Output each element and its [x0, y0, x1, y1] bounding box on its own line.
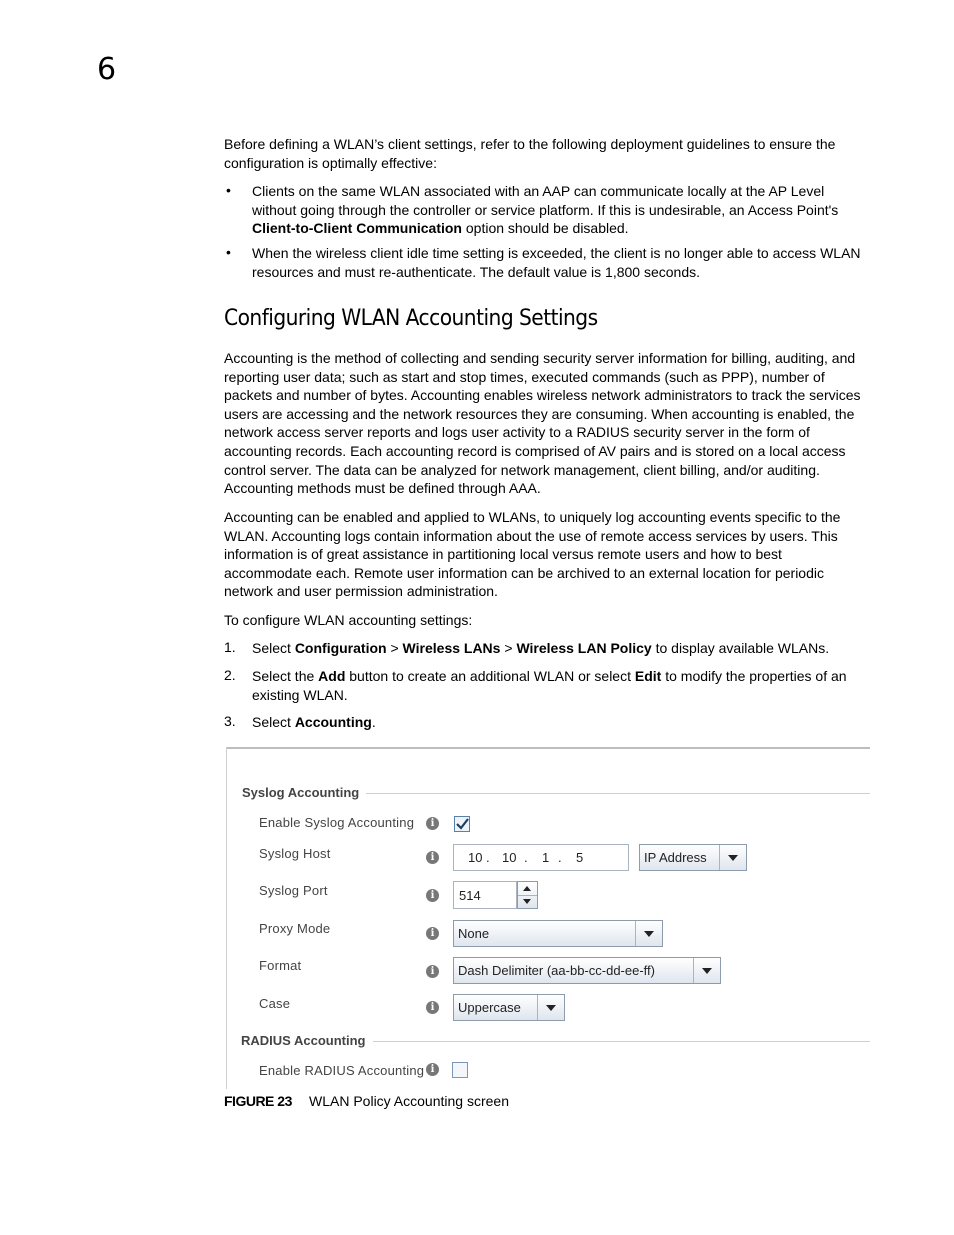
syslog-port-label: Syslog Port [259, 883, 328, 898]
figure-caption: WLAN Policy Accounting screen [309, 1093, 509, 1109]
syslog-port-value: 514 [459, 888, 481, 903]
spinner-down-icon[interactable] [523, 899, 531, 904]
syslog-host-label: Syslog Host [259, 846, 331, 861]
spinner-divider [518, 895, 537, 896]
step-2: Select the Add button to create an additional WLAN or select Edit to modify the properties of an existing WLAN. [252, 668, 847, 703]
format-select[interactable] [453, 957, 721, 984]
enable-syslog-checkbox[interactable] [454, 816, 470, 832]
section-divider [373, 1041, 870, 1042]
info-icon[interactable]: i [426, 1063, 439, 1076]
info-icon[interactable]: i [426, 817, 439, 830]
ip-dot: . [558, 850, 562, 865]
paragraph-accounting: Accounting is the method of collecting and sending security server information for billing, auditing, and reporting user data; such as start and stop times, executed commands (such as PPP), number of packets and number of bytes. Accounting enables wireless network administrators to track the services users are accessing and the network resources they are consuming. When accounting is enabled, the network access server reports and logs user activity to a RADIUS security server in the form of accounting records. Each accounting record is comprised of AV pairs and is stored on a local access control server. The data can be analyzed for network management, client billing, and/or auditing. Accounting methods must be defined through AAA. [224, 350, 861, 497]
case-value: Uppercase [458, 1000, 521, 1015]
info-icon[interactable]: i [426, 1001, 439, 1014]
host-type-value: IP Address [644, 850, 707, 865]
figure-left-border [226, 747, 227, 1089]
step-number-3: 3. [224, 713, 236, 729]
proxy-mode-select[interactable] [453, 920, 663, 947]
enable-radius-label: Enable RADIUS Accounting [259, 1063, 425, 1078]
section-divider [366, 793, 870, 794]
chevron-down-icon[interactable] [693, 958, 720, 983]
figure-top-border [226, 747, 870, 749]
bullet-item-2: When the wireless client idle time setting is exceeded, the client is no longer able to access WLAN resources and must re-authenticate. The default value is 1,800 seconds. [252, 245, 861, 280]
syslog-port-input[interactable] [453, 881, 517, 909]
ip-octet-4[interactable]: 5 [576, 850, 584, 865]
step-3: Select Accounting. [252, 714, 376, 730]
case-label: Case [259, 996, 291, 1011]
step-number-2: 2. [224, 667, 236, 683]
case-select[interactable] [453, 994, 565, 1021]
chevron-down-icon[interactable] [537, 995, 564, 1020]
step-1: Select Configuration > Wireless LANs > Wireless LAN Policy to display available WLANs. [252, 640, 830, 656]
format-value: Dash Delimiter (aa-bb-cc-dd-ee-ff) [458, 963, 655, 978]
bullet-item-1: Clients on the same WLAN associated with an AAP can communicate locally at the AP Level without going through the controller or service platform. If this is undesirable, an Access Point's Client-to-Client Communication option should be disabled. [252, 183, 839, 237]
enable-radius-checkbox[interactable] [452, 1062, 468, 1078]
info-icon[interactable]: i [426, 889, 439, 902]
radius-accounting-section-title: RADIUS Accounting [241, 1033, 366, 1048]
host-type-select[interactable] [639, 844, 747, 871]
bullet-2: • [226, 244, 231, 260]
ip-octet-2[interactable]: 10 [502, 850, 517, 865]
intro-paragraph: Before defining a WLAN’s client settings, refer to the following deployment guidelines to ensure the configuration is optimally effective: [224, 136, 836, 171]
bullet-1: • [226, 182, 231, 198]
ip-dot: . [486, 850, 490, 865]
ip-dot: . [524, 850, 528, 865]
paragraph-accounting-logs: Accounting can be enabled and applied to WLANs, to uniquely log accounting events specific to the WLAN. Accounting logs contain information about the use of remote access services by users. This information is of great assistance in partitioning local versus remote users and how to best accommodate each. Remote user information can be archived to an external location for periodic network and user permission administration. [224, 509, 841, 600]
chapter-number: 6 [97, 52, 117, 87]
info-icon[interactable]: i [426, 927, 439, 940]
ip-octet-1[interactable]: 10 [468, 850, 483, 865]
section-heading: Configuring WLAN Accounting Settings [224, 306, 598, 331]
accounting-screen-figure [226, 747, 870, 1089]
chevron-down-icon[interactable] [635, 921, 662, 946]
info-icon[interactable]: i [426, 851, 439, 864]
syslog-host-ip-input[interactable] [453, 844, 629, 871]
format-label: Format [259, 958, 302, 973]
ip-octet-3[interactable]: 1 [542, 850, 550, 865]
step-number-1: 1. [224, 639, 236, 655]
checkmark-icon [455, 817, 469, 831]
proxy-mode-label: Proxy Mode [259, 921, 331, 936]
spinner-up-icon[interactable] [523, 886, 531, 891]
figure-label: FIGURE 23 [224, 1093, 292, 1109]
procedure-lead: To configure WLAN accounting settings: [224, 612, 473, 628]
syslog-accounting-section-title: Syslog Accounting [242, 785, 360, 800]
enable-syslog-label: Enable Syslog Accounting [259, 815, 415, 830]
chevron-down-icon[interactable] [719, 845, 746, 870]
proxy-mode-value: None [458, 926, 490, 941]
info-icon[interactable]: i [426, 965, 439, 978]
port-spinner[interactable] [517, 881, 538, 909]
